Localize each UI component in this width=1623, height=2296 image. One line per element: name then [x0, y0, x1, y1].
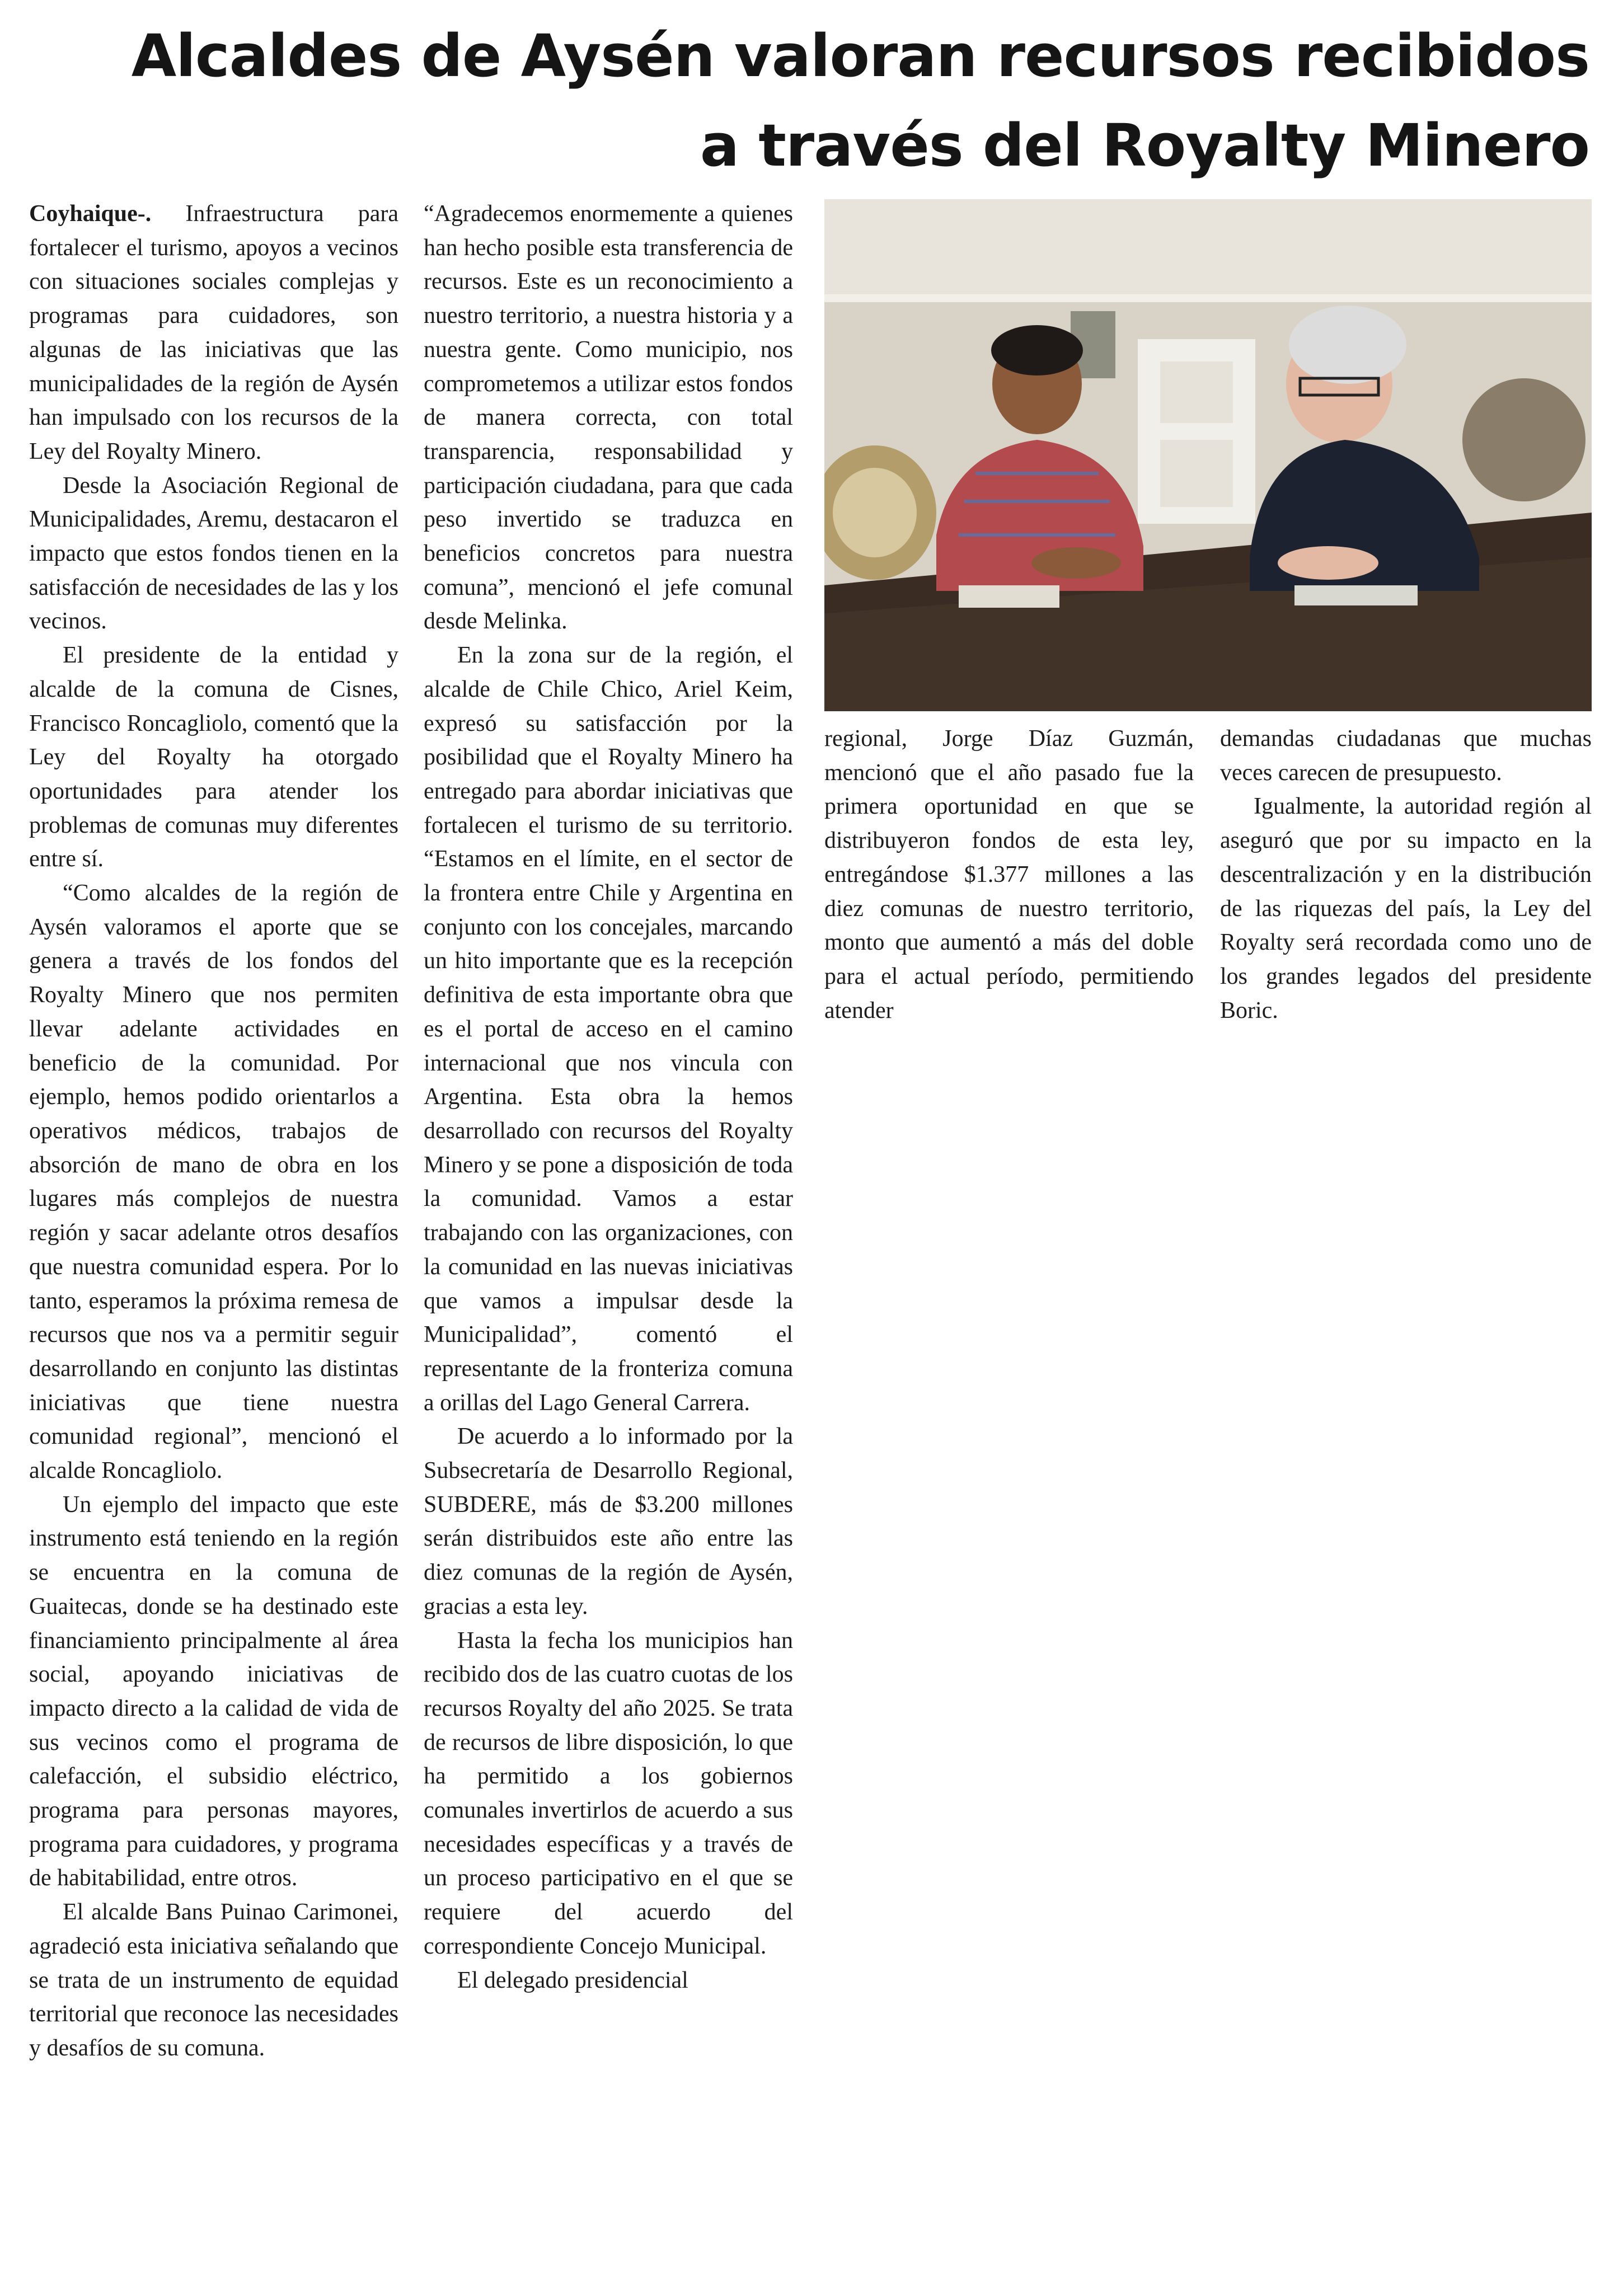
article-photo — [824, 199, 1592, 711]
paragraph — [29, 197, 398, 469]
article-column-4 — [1220, 722, 1592, 1027]
paragraph: “Como alcaldes de la región de Aysén valoramos el aporte que se genera a través de los fondos del Royalty Minero que nos permiten llevar adelante actividades en beneficio de la comunidad. Por ejemplo, hemos podido orientarlos a operativos médicos, trabajos de absorción de mano de obra en los lugares más complejos de nuestra región y sacar adelante otros desafíos que nuestra comunidad espera. Por lo tanto, esperamos la próxima remesa de recursos que nos va a permitir seguir desarrollando en conjunto las distintas iniciativas que tiene nuestra comunidad regional”, mencionó el alcalde Roncagliolo. — [29, 880, 398, 1484]
paragraph: El presidente de la entidad y alcalde de la comuna de Cisnes, Francisco Roncagliolo, comentó que la Ley del Royalty ha otorgado oportunidades para atender los problemas de comunas muy diferentes entre sí. — [29, 642, 398, 872]
paragraph: regional, Jorge Díaz Guzmán, mencionó que el año pasado fue la primera oportunidad en que se distribuyeron fondos de esta ley, entregándose $1.377 millones a las diez comunas de nuestro territorio, monto que aumentó a más del doble para el actual período, permitiendo atender — [824, 726, 1194, 1023]
article-column-1 — [29, 197, 398, 2065]
paragraph: Hasta la fecha los municipios han recibido dos de las cuatro cuotas de los recursos Royalty del año 2025. Se trata de recursos de libre disposición, lo que ha permitido a los gobiernos comunales invertirlos de acuerdo a sus necesidades específicas y a través de un proceso participativo en el que se requiere del acuerdo del correspondiente Concejo Municipal. — [424, 1627, 793, 1959]
dateline: Coyhaique-. — [29, 201, 152, 227]
paragraph: Un ejemplo del impacto que este instrumento está teniendo en la región se encuentra en la comuna de Guaitecas, donde se ha destinado este financiamiento principalmente al área social, apoyando iniciativas de impacto directo a la calidad de vida de sus vecinos como el programa de calefacción, el subsidio eléctrico, programa para personas mayores, programa para cuidadores, y programa de habitabilidad, entre otros. — [29, 1491, 398, 1891]
paragraph: Desde la Asociación Regional de Municipalidades, Aremu, destacaron el impacto que estos fondos tienen en la satisfacción de necesidades de las y los vecinos. — [29, 472, 398, 635]
paragraph: En la zona sur de la región, el alcalde de Chile Chico, Ariel Keim, expresó su satisfacción por la posibilidad que el Royalty Minero ha entregado para abordar iniciativas que fortalecen el turismo de su territorio. “Estamos en el límite, en el sector de la frontera entre Chile y Argentina en conjunto con los concejales, marcando un hito importante que es la recepción definitiva de esta importante obra que es el portal de acceso en el camino internacional que nos vincula con Argentina. Esta obra la hemos desarrollado con recursos del Royalty Minero y se pone a disposición de toda la comunidad. Vamos a estar trabajando con las organizaciones, con la comunidad en las nuevas iniciativas que vamos a impulsar desde la Municipalidad”, comentó el representante de la fronteriza comuna a orillas del Lago General Carrera. — [424, 642, 793, 1416]
paragraph: El alcalde Bans Puinao Carimonei, agradeció esta iniciativa señalando que se trata de un instrumento de equidad territorial que reconoce las necesidades y desafíos de su comuna. — [29, 1899, 399, 2061]
article-column-2 — [424, 197, 793, 1997]
lead-text: Infraestructura para fortalecer el turismo, apoyos a vecinos con situaciones sociales complejas y programas para cuidadores, son algunas de las iniciativas que las municipalidades de la región de Aysén han impulsado con los recursos de la Ley del Royalty Minero. — [29, 201, 398, 464]
paragraph: “Agradecemos enormemente a quienes han hecho posible esta transferencia de recursos. Este es un reconocimiento a nuestro territorio, a nuestra historia y a nuestra gente. Como municipio, nos comprometemos a utilizar estos fondos de manera correcta, con total transparencia, responsabilidad y participación ciudadana, para que cada peso invertido se traduzca en beneficios concretos para nuestra comuna”, mencionó el jefe comunal desde Melinka. — [424, 201, 793, 635]
paragraph: demandas ciudadanas que muchas veces carecen de presupuesto. — [1220, 726, 1592, 786]
paragraph: El delegado presidencial — [457, 1967, 688, 1993]
article-column-3 — [824, 722, 1194, 1027]
paragraph: Igualmente, la autoridad región al aseguró que por su impacto en la descentralización y en la distribución de las riquezas del país, la Ley del Royalty será recordada como uno de los grandes legados del presidente Boric. — [1220, 793, 1592, 1023]
headline-line-1: Alcaldes de Aysén valoran recursos recibidos — [131, 22, 1589, 90]
headline — [34, 11, 1589, 190]
headline-line-2: a través del Royalty Minero — [700, 111, 1589, 180]
paragraph: De acuerdo a lo informado por la Subsecretaría de Desarrollo Regional, SUBDERE, más de $3.200 millones serán distribuidos este año entre las diez comunas de la región de Aysén, gracias a esta ley. — [424, 1424, 793, 1619]
